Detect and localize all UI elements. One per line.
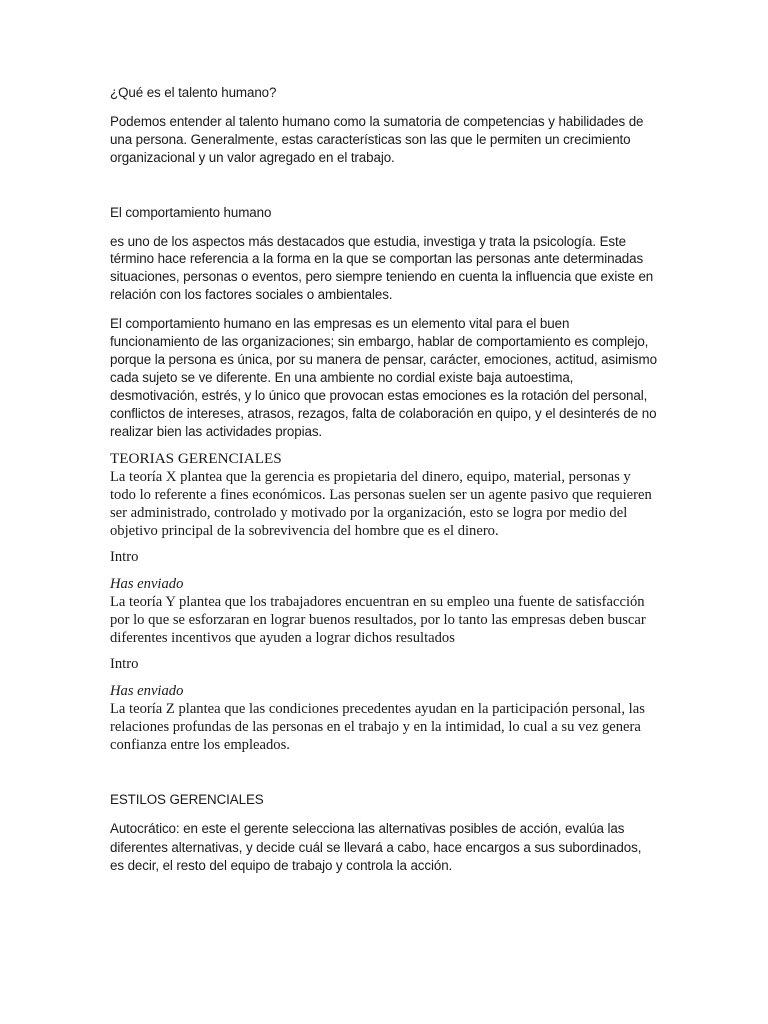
behavior-heading: El comportamiento humano [110,204,272,220]
intro-label-2: Intro [110,656,139,673]
sent-label-1: Has enviado [110,575,184,592]
intro-label-1: Intro [110,549,139,566]
talent-paragraph: Podemos entender al talento humano como la sumatoria de competencias y habilidades de una persona. Generalmente, estas características son las que le permiten un crecimiento organizacional y un valor agregado en el trabajo. [110,113,644,165]
behavior-paragraph-1: es uno de los aspectos más destacados que estudia, investiga y trata la psicología. Este término hace referencia a la forma en la que se comportan las personas ante determinadas situaciones, personas o eventos, pero siempre teniendo en cuenta la influencia que existe en relación con los factores sociales o ambientales. [110,233,654,303]
theory-x-paragraph: La teoría X plantea que la gerencia es propietaria del dinero, equipo, material, personas y todo lo referente a fines económicos. Las personas suelen ser un agente pasivo que requieren ser administrado, controlado y motivado por la organización, esto se logra por medio del objetivo principal de la sobrevivencia del hombre que es el dinero. [110,468,652,540]
theories-heading: TEORIAS GERENCIALES [110,449,282,467]
theory-y-paragraph: La teoría Y plantea que los trabajadores encuentran en su empleo una fuente de satisfacción por lo que se esforzaran en lograr buenos resultados, por lo tanto las empresas deben buscar diferentes incentivos que ayuden a lograr dichos resultados [110,593,646,647]
theory-z-paragraph: La teoría Z plantea que las condiciones precedentes ayudan en la participación personal, las relaciones profundas de las personas en el trabajo y en la intimidad, lo cual a su vez genera confianza entre los empleados. [110,700,645,754]
autocratic-paragraph: Autocrático: en este el gerente selecciona las alternativas posibles de acción, evalúa las diferentes alternativas, y decide cuál se llevará a cabo, hace encargos a sus subordinados, es decir, el resto del equipo de trabajo y controla la acción. [110,821,642,874]
styles-heading: ESTILOS GERENCIALES [110,792,264,808]
behavior-paragraph-2: El comportamiento humano en las empresas es un elemento vital para el buen funcionamiento de las organizaciones; sin embargo, hablar de comportamiento es complejo, porque la persona es única, por su manera de pensar, carácter, emociones, actitud, asimismo cada sujeto se ve diferente. En una ambiente no cordial existe baja autoestima, desmotivación, estrés, y lo único que provocan estas emociones es la rotación del personal, conflictos de intereses, atrasos, rezagos, falta de colaboración en quipo, y el desinterés de no realizar bien las actividades propias. [110,316,657,439]
sent-label-2: Has enviado [110,682,184,699]
question-title: ¿Qué es el talento humano? [110,85,277,100]
document-page [110,84,658,876]
